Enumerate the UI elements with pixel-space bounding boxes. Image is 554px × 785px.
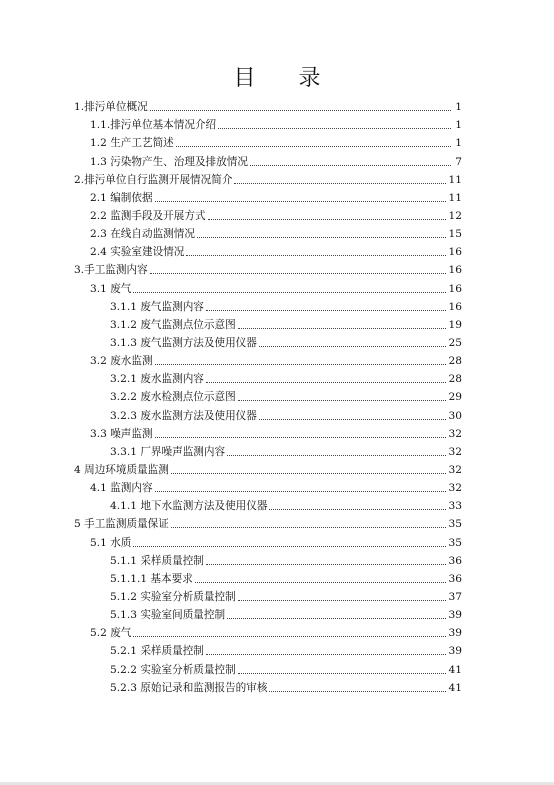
toc-entry[interactable] [74,622,462,640]
toc-entry-page-number: 7 [455,155,462,168]
toc-entry-label: 4.1.1 地下水监测方法及使用仪器 [110,500,268,513]
toc-entry[interactable] [74,241,462,259]
toc-entry-label: 4.1 监测内容 [90,482,153,495]
toc-entry-label: 5.1 水质 [90,536,132,549]
toc-entry[interactable] [74,604,462,622]
toc-entry-page-number: 19 [448,318,462,331]
toc-entry-page-number: 11 [448,173,462,186]
toc-entry-page-number: 15 [448,228,462,241]
toc-dot-leader [234,169,445,184]
toc-entry-page-number: 35 [448,518,462,531]
toc-dot-leader [227,604,445,619]
toc-entry-label: 5 手工监测质量保证 [74,518,169,531]
toc-entry-page-number: 12 [448,209,462,222]
toc-dot-leader [155,423,446,438]
toc-dot-leader [238,659,446,674]
toc-entry-page-number: 37 [448,590,462,603]
toc-entry-label: 3.2 废水监测 [90,355,153,368]
toc-entry[interactable] [74,586,462,604]
toc-entry[interactable] [74,459,462,477]
toc-entry-page-number: 25 [448,336,462,349]
toc-entry-page-number: 39 [448,627,462,640]
toc-entry[interactable] [74,132,462,150]
toc-dot-leader [206,550,446,565]
toc-entry-label: 2.4 实验室建设情况 [90,246,185,259]
toc-entry[interactable] [74,223,462,241]
page-title: 目 录 [233,66,339,91]
toc-entry-label: 5.1.1.1 基本要求 [110,572,193,585]
toc-entry-label: 5.2.3 原始记录和监测报告的审核 [110,681,268,694]
toc-entry[interactable] [74,187,462,205]
toc-entry[interactable] [74,550,462,568]
toc-entry-page-number: 39 [448,609,462,622]
toc-dot-leader [171,513,446,528]
toc-dot-leader [238,586,446,601]
toc-dot-leader [171,459,446,474]
toc-dot-leader [238,386,446,401]
toc-entry-page-number: 16 [448,264,462,277]
toc-entry[interactable] [74,513,462,531]
toc-dot-leader [133,622,445,637]
toc-entry-label: 1.3 污染物产生、治理及排放情况 [90,155,248,168]
toc-entry-page-number: 16 [448,300,462,313]
toc-entry-page-number: 32 [448,445,462,458]
toc-entry[interactable] [74,423,462,441]
toc-entry-label: 1.排污单位概况 [74,101,148,114]
toc-entry-label: 3.3 噪声监测 [90,427,153,440]
toc-entry-page-number: 32 [448,482,462,495]
toc-entry[interactable] [74,640,462,658]
toc-entry-label: 3.手工监测内容 [74,264,148,277]
toc-entry-page-number: 36 [448,572,462,585]
toc-dot-leader [133,532,445,547]
toc-entry[interactable] [74,568,462,586]
toc-entry[interactable] [74,205,462,223]
toc-entry-page-number: 28 [448,373,462,386]
toc-entry-page-number: 1 [455,137,462,150]
toc-entry-label: 5.1.1 采样质量控制 [110,554,204,567]
toc-entry-label: 2.3 在线自动监测情况 [90,228,195,241]
toc-entry-label: 5.1.3 实验室间质量控制 [110,609,226,622]
toc-dot-leader [186,241,445,256]
toc-dot-leader [133,278,445,293]
toc-dot-leader [195,568,446,583]
toc-entry-page-number: 28 [448,355,462,368]
toc-entry[interactable] [74,441,462,459]
toc-entry-label: 3.1 废气 [90,282,132,295]
toc-entry-label: 3.2.2 废水检测点位示意图 [110,391,236,404]
toc-dot-leader [218,114,451,129]
toc-entry-label: 4 周边环境质量监测 [74,463,169,476]
toc-entry-page-number: 36 [448,554,462,567]
table-of-contents [74,96,462,695]
toc-dot-leader [259,405,446,420]
toc-entry-page-number: 39 [448,645,462,658]
toc-entry-label: 2.排污单位自行监测开展情况简介 [74,173,233,186]
toc-entry[interactable] [74,658,462,676]
toc-entry-page-number: 16 [448,246,462,259]
toc-entry-page-number: 1 [455,119,462,132]
toc-dot-leader [155,187,446,202]
toc-dot-leader [250,151,451,166]
toc-entry-page-number: 33 [448,500,462,513]
toc-entry-label: 1.1.排污单位基本情况介绍 [90,119,217,132]
toc-entry-label: 5.2.1 采样质量控制 [110,645,204,658]
toc-entry[interactable] [74,296,462,314]
toc-dot-leader [269,495,445,510]
toc-dot-leader [227,441,445,456]
toc-entry[interactable] [74,96,462,114]
toc-entry[interactable] [74,259,462,277]
toc-entry-page-number: 41 [448,663,462,676]
toc-entry[interactable] [74,368,462,386]
toc-dot-leader [238,314,446,329]
toc-entry-label: 2.2 监测手段及开展方式 [90,209,206,222]
toc-dot-leader [206,640,446,655]
toc-dot-leader [269,677,445,692]
toc-entry[interactable] [74,677,462,695]
toc-entry-page-number: 11 [448,191,462,204]
toc-entry[interactable] [74,404,462,422]
toc-entry-label: 5.2.2 实验室分析质量控制 [110,663,236,676]
toc-entry[interactable] [74,314,462,332]
toc-entry[interactable] [74,495,462,513]
toc-entry-page-number: 30 [448,409,462,422]
toc-entry[interactable] [74,114,462,132]
toc-entry-label: 2.1 编制依据 [90,191,153,204]
toc-dot-leader [155,350,446,365]
toc-entry-label: 3.2.3 废水监测方法及使用仪器 [110,409,257,422]
toc-entry[interactable] [74,386,462,404]
toc-dot-leader [208,205,446,220]
toc-entry-label: 3.1.1 废气监测内容 [110,300,204,313]
toc-dot-leader [150,259,446,274]
toc-dot-leader [206,296,446,311]
toc-dot-leader [197,223,446,238]
toc-entry[interactable] [74,277,462,295]
toc-entry[interactable] [74,150,462,168]
toc-dot-leader [206,368,446,383]
toc-entry-label: 3.1.2 废气监测点位示意图 [110,318,236,331]
toc-entry-label: 5.2 废气 [90,627,132,640]
toc-entry[interactable] [74,531,462,549]
toc-dot-leader [176,132,451,147]
toc-entry[interactable] [74,332,462,350]
toc-entry[interactable] [74,477,462,495]
toc-entry-label: 1.2 生产工艺简述 [90,137,174,150]
toc-entry[interactable] [74,169,462,187]
toc-entry-label: 3.3.1 厂界噪声监测内容 [110,445,226,458]
toc-entry-label: 3.2.1 废水监测内容 [110,373,204,386]
toc-entry-label: 3.1.3 废气监测方法及使用仪器 [110,336,257,349]
toc-entry-page-number: 32 [448,427,462,440]
toc-entry-page-number: 1 [455,101,462,114]
toc-dot-leader [259,332,446,347]
toc-entry-page-number: 16 [448,282,462,295]
toc-entry-page-number: 32 [448,463,462,476]
toc-dot-leader [155,477,446,492]
toc-entry[interactable] [74,350,462,368]
toc-entry-page-number: 29 [448,391,462,404]
toc-entry-label: 5.1.2 实验室分析质量控制 [110,590,236,603]
toc-entry-page-number: 35 [448,536,462,549]
toc-dot-leader [150,96,451,111]
toc-entry-page-number: 41 [448,681,462,694]
